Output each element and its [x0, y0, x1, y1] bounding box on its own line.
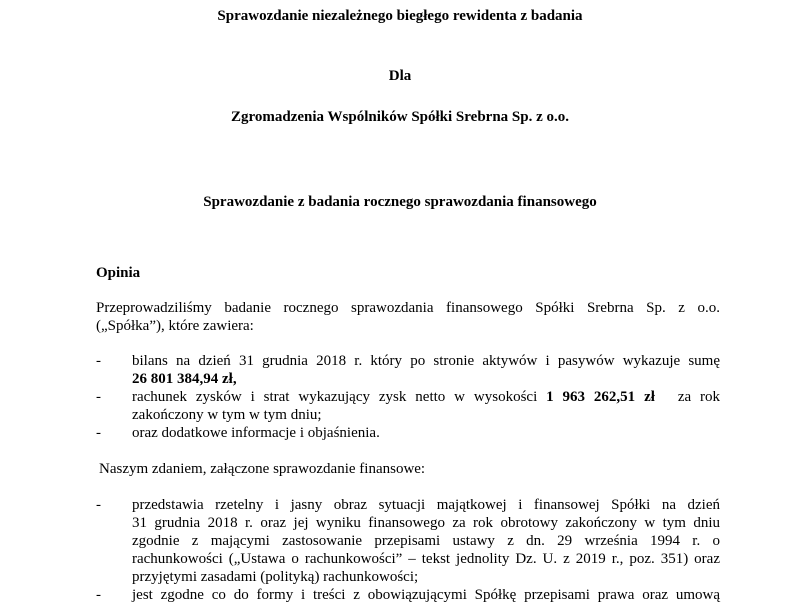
list-item — [96, 496, 720, 586]
report-title: Sprawozdanie niezależnego biegłego rewidenta z badania — [217, 8, 583, 24]
balance-sheet-total: 26 801 384,94 zł, — [132, 371, 237, 387]
intro-paragraph — [96, 299, 720, 335]
opinion-line-3: zgodnie z mającymi zastosowanie przepisami ustawy z dn. 29 września 1994 r. o — [132, 533, 720, 549]
list-dash: - — [96, 587, 101, 603]
income-statement-text: rachunek zysków i strat wykazujący zysk netto w wysokości — [132, 389, 538, 405]
income-statement-line-2: zakończony w tym w tym dniu; — [132, 407, 322, 423]
list-dash: - — [96, 497, 101, 513]
opinion-intro: Naszym zdaniem, załączone sprawozdanie finansowe: — [99, 461, 426, 477]
net-profit-amount: 1 963 262,51 zł — [546, 389, 655, 405]
opinion-item2-line-1: jest zgodne co do formy i treści z obowiązującymi Spółkę przepisami prawa oraz umową — [132, 587, 720, 603]
addressee-prefix: Dla — [388, 68, 412, 84]
statement-components-list — [96, 352, 720, 442]
list-dash: - — [96, 353, 101, 369]
opinion-heading: Opinia — [96, 265, 141, 281]
opinion-line-5: przyjętymi zasadami (polityką) rachunkowości; — [132, 569, 419, 585]
list-item — [96, 424, 720, 442]
section-title: Sprawozdanie z badania rocznego sprawozdania finansowego — [203, 194, 597, 210]
list-dash: - — [96, 389, 101, 405]
list-dash: - — [96, 425, 101, 441]
list-item — [96, 352, 720, 388]
opinion-line-2: 31 grudnia 2018 r. oraz jej wyniku finansowego za rok obrotowy zakończony w tym dniu — [132, 515, 720, 531]
notes-text: oraz dodatkowe informacje i objaśnienia. — [132, 425, 380, 441]
opinion-line-4: rachunkowości („Ustawa o rachunkowości” – tekst jednolity Dz. U. z 2019 r., poz. 351) oraz — [132, 551, 720, 567]
intro-line-1: Przeprowadziliśmy badanie rocznego sprawozdania finansowego Spółki Srebrna Sp. z o.o. — [96, 300, 720, 316]
income-statement-suffix: za rok — [677, 389, 721, 405]
list-item — [96, 586, 720, 604]
intro-line-2: („Spółka”), które zawiera: — [96, 318, 254, 334]
addressee: Zgromadzenia Wspólników Spółki Srebrna Sp. z o.o. — [231, 109, 569, 125]
income-statement-line — [132, 388, 720, 406]
opinion-list — [96, 496, 720, 604]
list-item — [96, 388, 720, 424]
opinion-line-1: przedstawia rzetelny i jasny obraz sytuacji majątkowej i finansowej Spółki na dzień — [132, 497, 720, 513]
balance-sheet-text: bilans na dzień 31 grudnia 2018 r. który po stronie aktywów i pasywów wykazuje sumę — [132, 353, 720, 369]
